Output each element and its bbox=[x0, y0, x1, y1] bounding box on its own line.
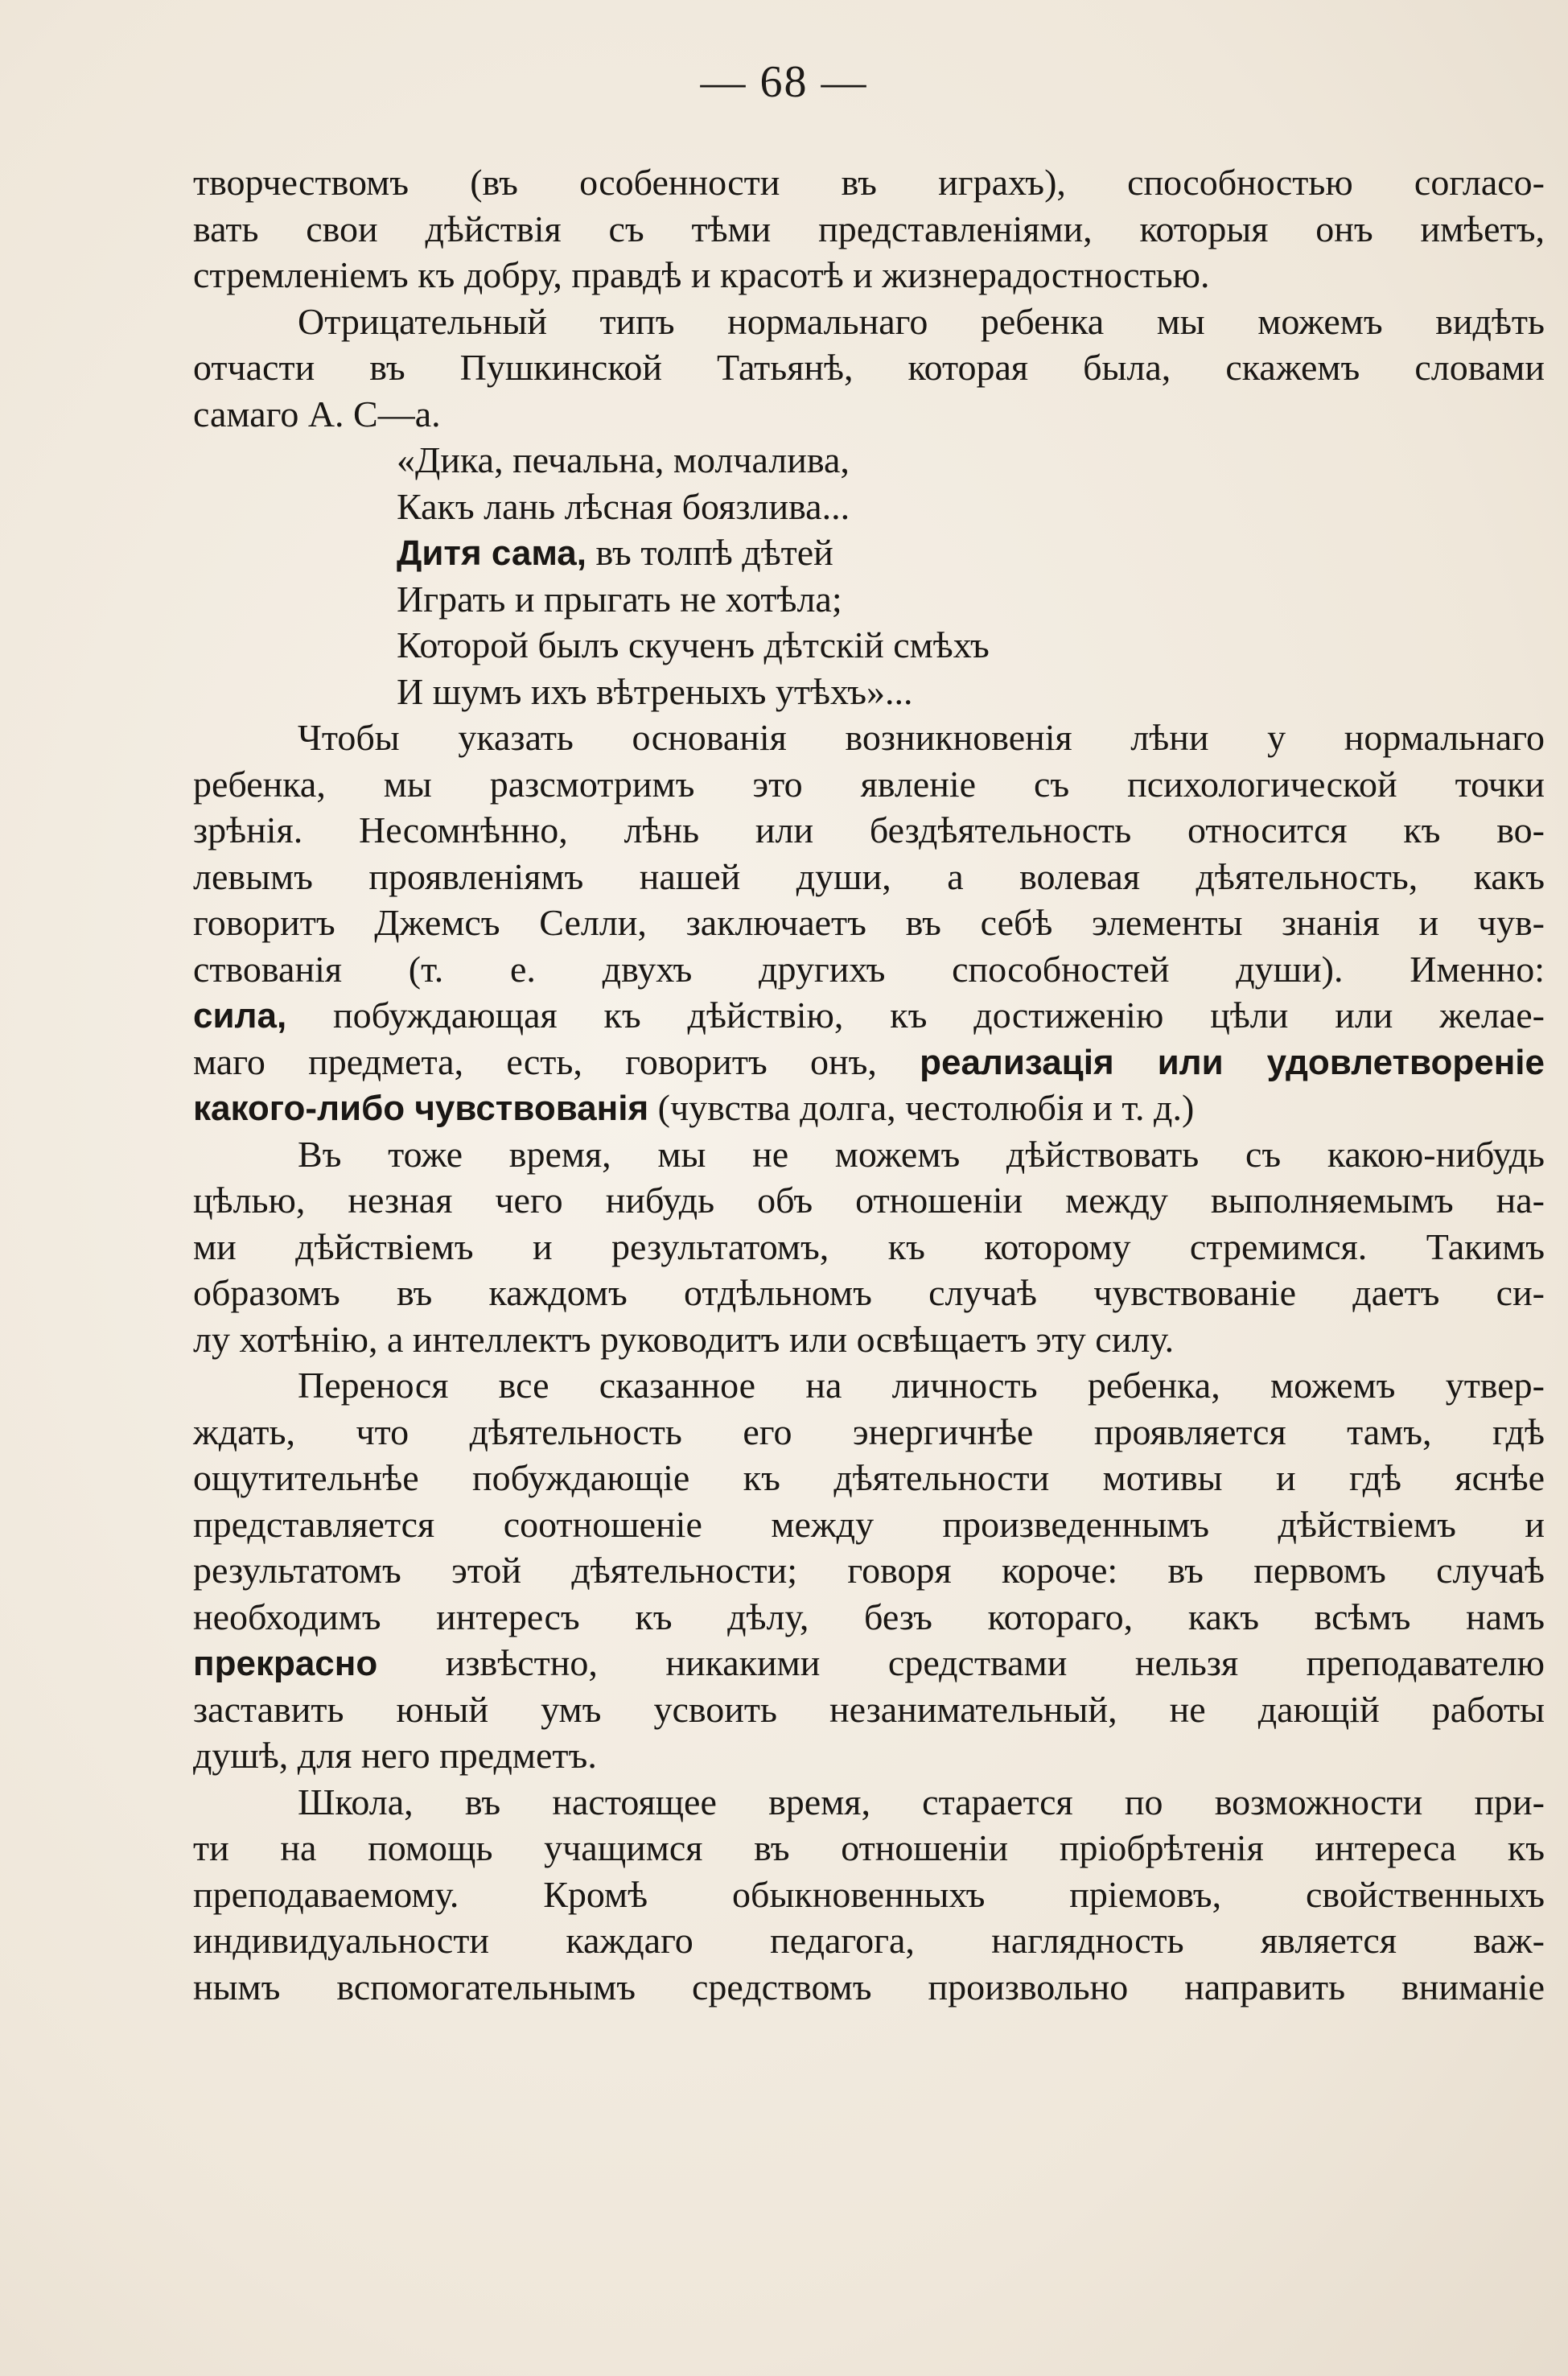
text-span: побуждающая къ дѣйствію, къ достиженію цѣли или желае- bbox=[286, 994, 1545, 1036]
text-line: ощутительнѣе побуждающіе къ дѣятельности мотивы и гдѣ яснѣе bbox=[193, 1457, 1545, 1498]
text-line: Чтобы указать основанія возникновенія лѣни у нормальнаго bbox=[298, 717, 1545, 758]
text-line: творчествомъ (въ особенности въ играхъ), способностью согласо- bbox=[193, 162, 1545, 203]
text-line: образомъ въ каждомъ отдѣльномъ случаѣ чувствованіе даетъ си- bbox=[193, 1272, 1545, 1313]
text-line: стремленіемъ къ добру, правдѣ и красотѣ и жизнерадостностью. bbox=[193, 254, 1210, 295]
poem-line: Какъ лань лѣсная боязлива... bbox=[397, 485, 850, 527]
poem-quote bbox=[193, 437, 1545, 714]
text-line: вать свои дѣйствія съ тѣми представленіями, которыя онъ имѣетъ, bbox=[193, 208, 1545, 249]
text-line bbox=[193, 992, 1545, 1039]
text-line: левымъ проявленіямъ нашей души, а волевая дѣятельность, какъ bbox=[193, 855, 1545, 897]
text-line: Школа, въ настоящее время, старается по возможности при- bbox=[298, 1781, 1545, 1822]
page-number: — 68 — bbox=[700, 57, 868, 107]
text-line: результатомъ этой дѣятельности; говоря короче: въ первомъ случаѣ bbox=[193, 1550, 1545, 1591]
text-line: преподаваемому. Кромѣ обыкновенныхъ пріемовъ, свойственныхъ bbox=[193, 1873, 1545, 1915]
paragraph-1 bbox=[193, 159, 1545, 299]
text-line bbox=[193, 1085, 1545, 1131]
text-line: цѣлью, незная чего нибудь объ отношеніи между выполняемымъ на- bbox=[193, 1180, 1545, 1221]
text-line: отчасти въ Пушкинской Татьянѣ, которая была, скажемъ словами bbox=[193, 347, 1545, 388]
text-line: ждать, что дѣятельность его энергичнѣе проявляется тамъ, гдѣ bbox=[193, 1410, 1545, 1452]
text-span: маго предмета, есть, говоритъ онъ, bbox=[193, 1040, 920, 1082]
poem-line: Играть и прыгать не хотѣла; bbox=[397, 578, 842, 620]
text-line: говоритъ Джемсъ Селли, заключаетъ въ себѣ элементы знанія и чув- bbox=[193, 902, 1545, 943]
text-line: ти на помощь учащимся въ отношеніи пріобрѣтенія интереса къ bbox=[193, 1827, 1545, 1868]
text-line: необходимъ интересъ къ дѣлу, безъ котораго, какъ всѣмъ намъ bbox=[193, 1596, 1545, 1637]
text-line bbox=[193, 1039, 1545, 1085]
paragraph-6 bbox=[193, 1779, 1545, 2011]
poem-line: И шумъ ихъ вѣтреныхъ утѣхъ»... bbox=[397, 670, 913, 712]
text-line: представляется соотношеніе между произведеннымъ дѣйствіемъ и bbox=[193, 1503, 1545, 1545]
bold-text: сила, bbox=[193, 996, 287, 1036]
text-line: душѣ, для него предметъ. bbox=[193, 1735, 597, 1776]
text-line: нымъ вспомогательнымъ средствомъ произвольно направить вниманіе bbox=[193, 1966, 1545, 2007]
poem-line: «Дика, печальна, молчалива, bbox=[397, 439, 850, 480]
body-text bbox=[193, 159, 1545, 2010]
text-line: ствованія (т. е. двухъ другихъ способностей души). Именно: bbox=[193, 948, 1545, 990]
text-line: ребенка, мы разсмотримъ это явленіе съ психологической точки bbox=[193, 763, 1545, 805]
text-line: Въ тоже время, мы не можемъ дѣйствовать съ какою-нибудь bbox=[298, 1133, 1545, 1175]
poem-line: Которой былъ скученъ дѣтскій смѣхъ bbox=[397, 624, 990, 665]
text-line: Отрицательный типъ нормальнаго ребенка мы можемъ видѣть bbox=[298, 300, 1545, 342]
text-line: ми дѣйствіемъ и результатомъ, къ которому стремимся. Такимъ bbox=[193, 1225, 1545, 1267]
text-line: индивидуальности каждаго педагога, наглядность является важ- bbox=[193, 1920, 1545, 1961]
text-line: самаго А. С—а. bbox=[193, 393, 441, 434]
paragraph-3 bbox=[193, 714, 1545, 1131]
paragraph-5 bbox=[193, 1362, 1545, 1779]
text-line: зрѣнія. Несомнѣнно, лѣнь или бездѣятельность относится къ во- bbox=[193, 809, 1545, 850]
paragraph-4 bbox=[193, 1131, 1545, 1363]
text-line: Перенося все сказанное на личность ребенка, можемъ утвер- bbox=[298, 1365, 1545, 1406]
bold-text: Дитя сама, bbox=[397, 533, 586, 573]
poem-line bbox=[397, 529, 1545, 576]
text-line: заставить юный умъ усвоить незанимательный, не дающій работы bbox=[193, 1688, 1545, 1730]
text-line bbox=[193, 1640, 1545, 1686]
bold-text: какого-либо чувствованія bbox=[193, 1089, 649, 1128]
text-span: (чувства долга, честолюбія и т. д.) bbox=[648, 1087, 1195, 1128]
bold-text: прекрасно bbox=[193, 1644, 378, 1683]
text-span: въ толпѣ дѣтей bbox=[586, 532, 833, 573]
text-span: извѣстно, никакими средствами нельзя преподавателю bbox=[377, 1642, 1545, 1683]
bold-text: реализація или удовлетвореніе bbox=[920, 1042, 1545, 1082]
text-line: лу хотѣнію, а интеллектъ руководитъ или освѣщаетъ эту силу. bbox=[193, 1318, 1175, 1360]
paragraph-2 bbox=[193, 299, 1545, 438]
